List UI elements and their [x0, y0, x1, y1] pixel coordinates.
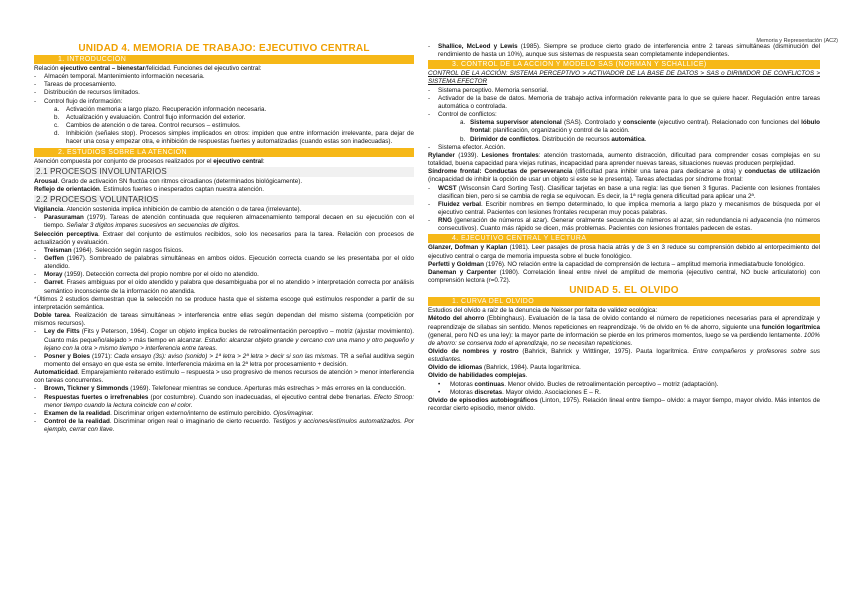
list-item: - Distribución de recursos limitados. — [34, 89, 414, 97]
list-item: - Brown, Tickner y Simmonds (1969). Telefonear mientras se conduce. Aperturas más estrechas > más errores en la conducción. — [34, 385, 414, 393]
list-item: - Control de conflictos: — [428, 111, 820, 119]
arousal-paragraph: Arousal. Grado de activación SN fluctúa con ritmos circadianos (determinados biológicamente). — [34, 177, 303, 185]
list-item: - RNG (generación de números al azar). Generar oralmente secuencia de números al azar, sin redundancia ni adyacencia (no números consecutivos). Cuanto más rápido se dicen, más problemas. Pacientes con lesiones frontales padecen de estas. — [428, 217, 820, 233]
list-item: - Respuestas fuertes o irrefrenables (por costumbre). Cuando son inadecuadas, el ejecutivo central debe frenarlas. Efecto Stroop: menor tiempo cuando la lectura coincide con el color. — [34, 394, 414, 410]
unit-5-title: UNIDAD 5. EL OLVIDO — [569, 285, 679, 297]
metodo-ahorro-paragraph: Método del ahorro (Ebbinghaus). Evaluación de la tasa de olvido contando el número de repeticiones necesarias para el aprendizaje y reaprendizaje de sílabas sin sentido. Menos repeticiones en reaprendizaje. % de olvido en % de ahorro, siguiente una función logarítmica (general, pero NO es una ley): la mayor parte de información se pierde en los primeros momentos, luego se va perdiendo lentamente. 100% de ahorro: se conserva todo el aprendizaje, no se necesitan repeticiones. — [428, 315, 821, 347]
glanzer-paragraph: Glanzer, Dofman y Kaplan (1981). Leer pasajes de prosa hacia atrás y de 3 en 3 reduce su comprensión debido al entorpecimiento del ejecutivo central o carga de memoria impuesta sobre el bucle fonológico. — [428, 244, 820, 260]
perfetti-paragraph: Perfetti y Goldman (1976). NO relación entre la capacidad de comprensión de lectura – amplitud memoria inmediata/bucle fonológico. — [428, 260, 805, 268]
seleccion-paragraph: Selección perceptiva. Extraer del conjunto de estímulos recibidos, solo los necesarios para la tarea. Relación con procesos de actualización y evaluación. — [34, 230, 415, 246]
unit-4-title: UNIDAD 4. MEMORIA DE TRABAJO: EJECUTIVO CENTRAL — [78, 43, 370, 54]
olvido-episodios-paragraph: Olvido de episodios autobiográficos (Linton, 1975). Relación lineal entre tiempo– olvido: a mayor tiempo, mayor olvido. Más intentos de recordar cierto episodio, menor olvido. — [428, 396, 820, 413]
list-item: - Control flujo de información: — [34, 98, 414, 106]
sub-list-item: a. Activación memoria a largo plazo. Recuperación información necesaria. — [54, 105, 267, 113]
list-item: - Tareas de procesamiento. — [34, 81, 414, 89]
sub-list-item: b. Dirimidor de conflictos. Distribución de recursos automática. — [460, 135, 647, 143]
list-item: • Motoras continuas. Menor olvido. Bucles de retroalimentación perceptivo – motriz (adaptación). — [428, 381, 820, 389]
list-item: - Geffen (1967). Sombreado de palabras simultáneas en ambos oídos. Ejecución correcta cuando se les presentaba por el oído atendido. — [34, 255, 414, 271]
reflejo-paragraph: Reflejo de orientación. Estímulos fuertes o inesperados captan nuestra atención. — [34, 185, 264, 193]
list-item: - Almacén temporal. Mantenimiento información necesaria. — [34, 73, 414, 81]
automaticidad-paragraph: Automaticidad. Emparejamiento reiterado estímulo – respuesta > uso progresivo de menos recursos de atención > menor interferencia con tareas concurrentes. — [34, 369, 414, 385]
control-accion-heading: CONTROL DE LA ACCIÓN: SISTEMA PERCEPTIVO > ACTIVADOR DE LA BASE DE DATOS > SAS o DIRIMIDOR DE CONFLICTOS > SISTEMA EFECTOR — [428, 70, 820, 86]
section-ejecutivo-lectura: 4. EJECUTIVO CENTRAL Y LECTURA — [428, 234, 820, 243]
vigilancia-paragraph: Vigilancia. Atención sostenida implica inhibición de cambio de atención o de tarea (irrelevante). — [34, 206, 302, 214]
list-item: - Sistema efector. Acción. — [428, 144, 820, 152]
list-item: - Activador de la base de datos. Memoria de trabajo activa información relevante para lo que se quiere hacer. Regulación entre tareas automática o controlada. — [428, 95, 820, 111]
list-item: - WCST (Wisconsin Card Sorting Test). Clasificar tarjetas en base a una regla: las que tienen 3 figuras. Paciente con lesiones frontales clasifican bien, pero si se cambia de regla se equivocan. Es decir, la 1ª regla genera dificultad para aplicar una 2ª. — [428, 185, 820, 201]
list-item: - Shallice, McLeod y Lewis (1985). Siempre se produce cierto grado de interferencia entre 2 tareas simultáneas (disminución del rendimiento de hasta un 10%), aunque sus sistemas de respuesta sean completamente independientes. — [428, 43, 820, 59]
doble-tarea-paragraph: Doble tarea. Realización de tareas simultáneas > interferencia entre ellas según dependan del mismo sistema (competición por mismos recursos). — [34, 312, 415, 328]
olvido-intro: Estudios del olvido a raíz de la denuncia de Neisser por falta de validez ecológica: — [428, 307, 658, 315]
list-item: - Control de la realidad. Discriminar origen real o imaginario de cierto recuerdo. Testigos y acciones/estímulos automatizados. Por ejemplo, cerrar con llave. — [34, 418, 414, 434]
list-item: • Motoras discretas. Mayor olvido. Asociaciones E – R. — [428, 389, 820, 397]
subsection-voluntarios: 2.2 PROCESOS VOLUNTARIOS — [34, 195, 414, 205]
olvido-idiomas-paragraph: Olvido de idiomas (Bahrick, 1984). Pauta logarítmica. — [428, 364, 581, 372]
list-item: - Sistema perceptivo. Memoria sensorial. — [428, 87, 820, 95]
daneman-paragraph: Daneman y Carpenter (1980). Correlación lineal entre nivel de amplitud de memoria (ejecutivo central, NO bucle articulatorio) con comprensión lectora (r=0.72). — [428, 268, 820, 285]
sindrome-frontal-paragraph: Síndrome frontal: Conductas de perseverancia (dificultad para inhibir una tarea para dedicarse a otra) y conductas de utilización (incapacidad de inhibir la opción de usar un objeto si este se le presenta). Tareas afectadas por síndrome frontal: — [428, 168, 821, 184]
list-item: - Posner y Boies (1971): Cada ensayo (3s): aviso (sonido) > 1ª letra > 2ª letra > decir si son las mismas. TR a señal auditiva según momento del ensayo en que esta se emite. Interferencia máxima en la 2ª letra por procesamiento + decisión. — [34, 353, 414, 369]
sub-list-item: c. Cambios de atención o de tarea. Control recursos – estímulos. — [54, 122, 241, 130]
right-column — [428, 43, 820, 413]
subsection-involuntarios: 2.1 PROCESOS INVOLUNTARIOS — [34, 167, 414, 177]
list-item: - Fluidez verbal. Escribir nombres en tiempo determinado, lo que implica memoria a largo plazo y mecanismos de búsqueda por el ejecutivo central. Pacientes con lesiones frontales recuperan muy pocas palabras. — [428, 201, 820, 217]
rylander-paragraph: Rylander (1939). Lesiones frontales: atención trastornada, aumento distracción, dificultad para comprender cosas complejas en su totalidad, buena capacidad para viejas rutinas, incapacidad para aprender nuevas tareas, situaciones nuevas producen perplejidad. — [428, 151, 821, 168]
intro-paragraph: Relación ejecutivo central – bienestar/felicidad. Funciones del ejecutivo central: — [34, 65, 262, 72]
attention-intro: Atención compuesta por conjunto de procesos realizados por el ejecutivo central: — [34, 157, 265, 165]
list-item: - Examen de la realidad. Discriminar origen externo/interno de estímulo percibido. Ojos/imaginar. — [34, 410, 414, 418]
section-control-accion: 3. CONTROL DE LA ACCIÓN Y MODELO SAS (NORMAN Y SCHALLICE) — [428, 60, 820, 69]
section-introduccion: 1. INTRODUCCIÓN — [34, 55, 414, 64]
note-paragraph: *Últimos 2 estudios demuestran que la selección no se produce hasta que el sistema escoge qué estímulos responder a partir de su interpretación semántica. — [34, 295, 414, 311]
section-curva-olvido: 1. CURVA DEL OLVIDO — [428, 297, 820, 306]
sub-list-item: a. Sistema supervisor atencional (SAS). Controlado y consciente (ejecutivo central). Relacionado con funciones del lóbulo frontal: planificación, organización y control de la acción. — [460, 119, 820, 135]
section-estudios-atencion: 2. ESTUDIOS SOBRE LA ATENCIÓN — [34, 148, 414, 157]
olvido-habilidades-paragraph: Olvido de habilidades complejas. — [428, 372, 528, 380]
olvido-nombres-paragraph: Olvido de nombres y rostro (Bahrick, Bahrick y Wittlinger, 1975). Pauta logarítmica. Entre compañeros y profesores sobre sus estudiantes. — [428, 348, 821, 364]
list-item: - Garret. Frases ambiguas por el oído atendido y palabra que desambiguaba por el no atendido > interpretación correcta por análisis semántico inconsciente de la información no atendida. — [34, 279, 414, 295]
sub-list-item: b. Actualización y evaluación. Control flujo información del exterior. — [54, 113, 246, 121]
list-item: - Treisman (1964). Selección según rasgos físicos. — [34, 247, 414, 255]
list-item: - Moray (1959). Detección correcta del propio nombre por el oído no atendido. — [34, 271, 414, 279]
sub-list-item: d. Inhibición (señales stop). Procesos simples implicados en otros: impiden que entre información irrelevante, para dejar de hacer una cosa y empezar otra, e inhibición de respuestas fuertes y automatizadas (cuando estas son inadecuadas). — [54, 130, 414, 146]
running-header: Memoria y Representación (AC2) — [756, 38, 838, 44]
list-item: - Parasuraman (1979). Tareas de atención continuada que requieren almacenamiento temporal decaen en su ejecución con el tiempo. Señalar 3 dígitos impares sucesivos en secuencias de dígitos. — [34, 214, 414, 230]
left-column — [34, 43, 414, 434]
list-item: - Ley de Fitts (Fits y Peterson, 1964). Coger un objeto implica bucles de retroalimentación perceptivo – motriz (ajustar movimiento). Cuanto más pequeño/alejado > más tiempo en alcanzar. Estudio: alcanzar objeto grande y cercano con una mano y otro pequeño y lejano con la otra > mismo tiempo > interferencia entre tareas. — [34, 328, 414, 352]
